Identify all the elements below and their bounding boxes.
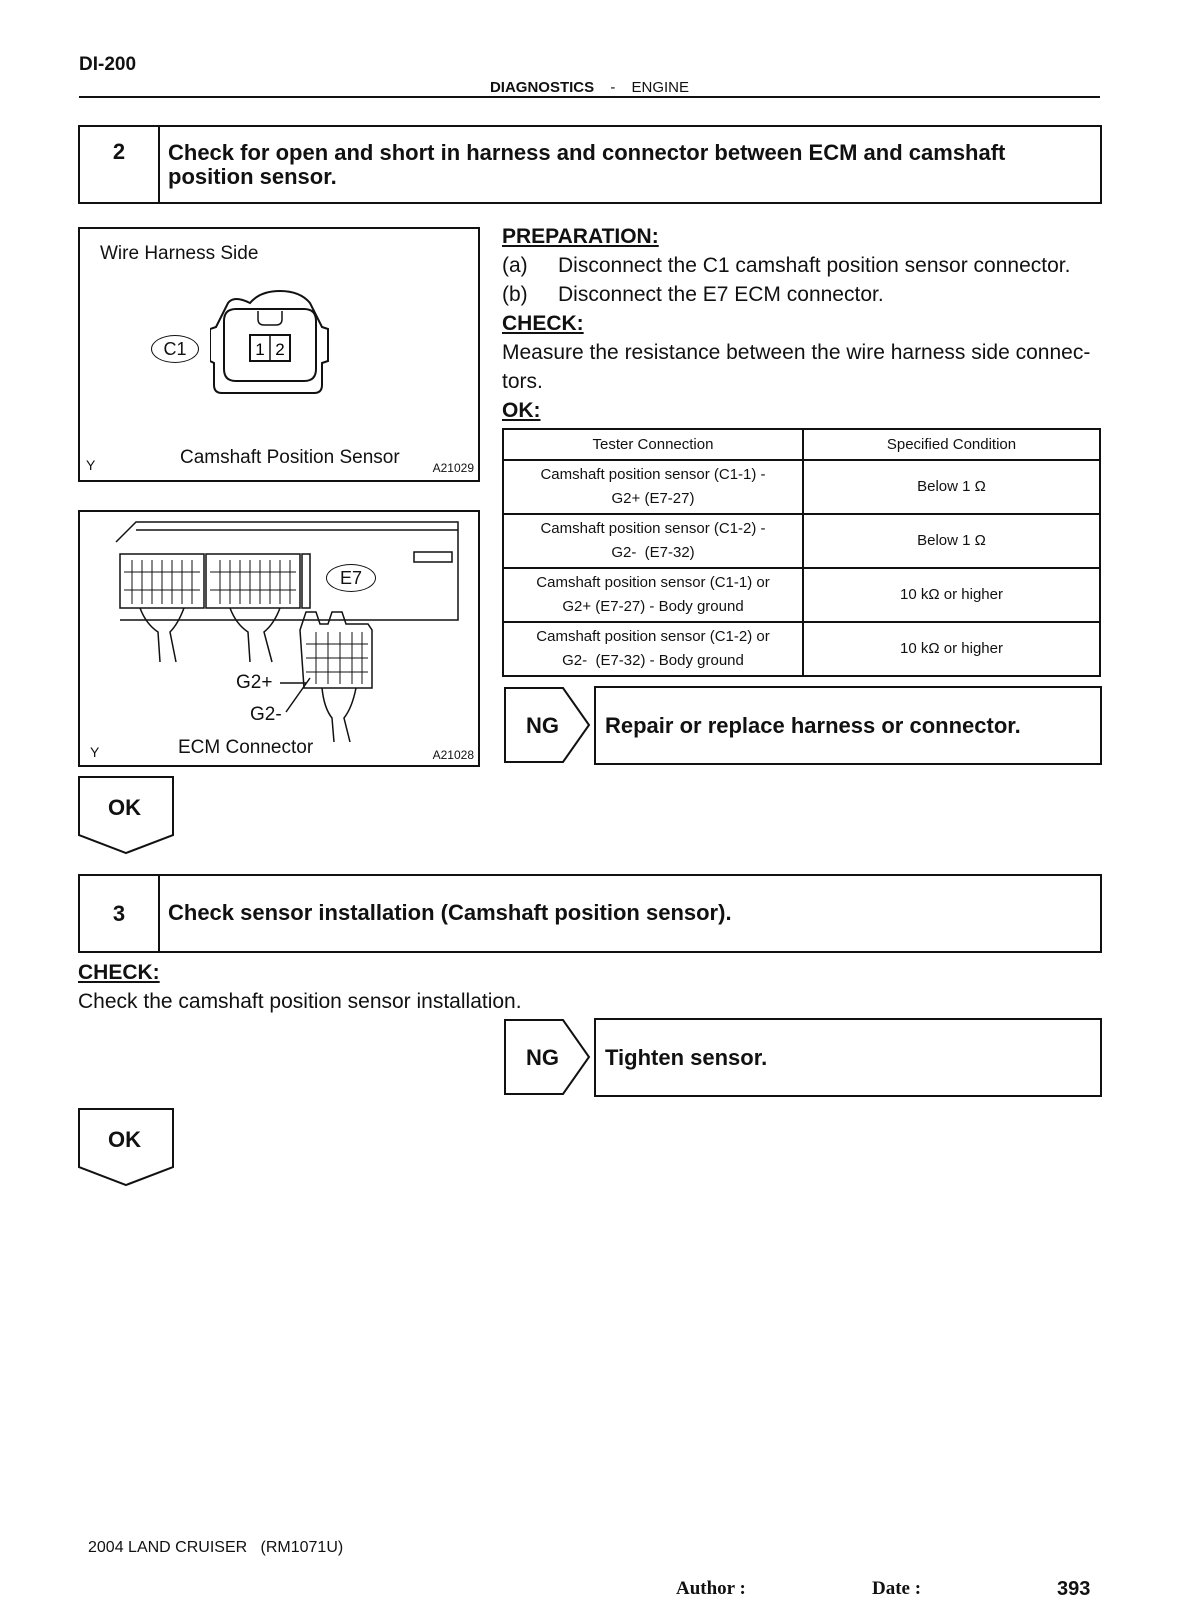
figure-ecm-connector	[78, 510, 480, 767]
table-cell-connection	[503, 460, 803, 514]
step-3-instructions	[78, 958, 778, 1016]
step-2-ng-action-box	[594, 686, 1102, 765]
connection-line: Camshaft position sensor (C1-2) -	[540, 520, 766, 537]
check-text-line-2: tors.	[502, 370, 543, 393]
step-2-box	[78, 125, 1102, 204]
preparation-item	[502, 251, 1102, 280]
figure-2-code: A21028	[432, 748, 474, 762]
step-2-title: Check for open and short in harness and connector between ECM and camshaft position sensor.	[168, 140, 1006, 189]
table-cell-connection	[503, 514, 803, 568]
page-code: DI-200	[79, 54, 137, 75]
figure-2-mark: Y	[90, 744, 100, 760]
table-row	[503, 514, 1100, 568]
table-header-condition: Specified Condition	[803, 429, 1100, 460]
connection-line: Camshaft position sensor (C1-1) -	[540, 466, 766, 483]
figure-1-caption: Camshaft Position Sensor	[180, 447, 400, 468]
figure-1-code: A21029	[432, 461, 474, 475]
table-cell-condition: Below 1 Ω	[803, 460, 1100, 514]
connection-line: G2+ (E7-27)	[611, 490, 695, 507]
table-row	[503, 622, 1100, 676]
step-3-ng-label: NG	[526, 1045, 559, 1070]
figure-1-title: Wire Harness Side	[100, 243, 259, 264]
table-cell-connection	[503, 568, 803, 622]
connection-line: Camshaft position sensor (C1-1) or	[536, 574, 770, 591]
table-header-row	[503, 429, 1100, 460]
step-3-number: 3	[80, 876, 160, 951]
footer-page-number: 393	[1057, 1578, 1091, 1600]
connection-line: G2+ (E7-27) - Body ground	[562, 598, 744, 615]
preparation-item-label: (b)	[502, 283, 528, 306]
step-3-ng-action: Tighten sensor.	[605, 1045, 768, 1070]
e7-label-text: E7	[339, 568, 363, 588]
figure-2-caption: ECM Connector	[178, 737, 314, 758]
step-3-check-text: Check the camshaft position sensor installation.	[78, 990, 522, 1013]
footer-model: 2004 LAND CRUISER (RM1071U)	[88, 1539, 344, 1556]
check-text-line-1: Measure the resistance between the wire harness side connec-	[502, 341, 1091, 364]
table-cell-condition: 10 kΩ or higher	[803, 622, 1100, 676]
table-cell-condition: Below 1 Ω	[803, 514, 1100, 568]
figure-1-mark: Y	[86, 457, 96, 473]
g2-minus-label: G2-	[250, 704, 282, 725]
step-2-ng-action: Repair or replace harness or connector.	[605, 713, 1021, 738]
preparation-item-label: (a)	[502, 254, 528, 277]
step-2-instructions	[502, 222, 1102, 425]
footer-author-label: Author :	[676, 1578, 746, 1599]
ok-heading: OK:	[502, 399, 541, 422]
figure-sensor-connector	[78, 227, 480, 482]
preparation-item-text: Disconnect the C1 camshaft position sensor connector.	[558, 254, 1071, 277]
table-cell-connection	[503, 622, 803, 676]
step-2-ng-label: NG	[526, 713, 559, 738]
table-header-connection: Tester Connection	[503, 429, 803, 460]
ecm-connector-drawing	[80, 512, 478, 765]
pin-1-label: 1	[255, 340, 265, 359]
c1-label	[151, 335, 199, 363]
step-2-number: 2	[80, 127, 160, 202]
step-3-ok-label: OK	[108, 1127, 141, 1152]
check-heading: CHECK:	[502, 312, 584, 335]
e7-label	[326, 564, 376, 592]
connection-line: G2- (E7-32)	[611, 544, 695, 561]
connection-line: G2- (E7-32) - Body ground	[562, 652, 744, 669]
pin-2-label: 2	[275, 340, 285, 359]
preparation-heading: PREPARATION:	[502, 225, 659, 248]
table-cell-condition: 10 kΩ or higher	[803, 568, 1100, 622]
table-row	[503, 568, 1100, 622]
page-section-title	[0, 79, 1179, 96]
section-name: DIAGNOSTICS	[489, 79, 595, 96]
subsection-name: ENGINE	[631, 79, 690, 96]
footer-date-label: Date :	[872, 1578, 922, 1599]
header-rule	[79, 96, 1100, 98]
step-3-ng-action-box	[594, 1018, 1102, 1097]
step-3-title: Check sensor installation (Camshaft position sensor).	[168, 900, 732, 925]
g2-plus-label: G2+	[236, 672, 273, 693]
preparation-item	[502, 280, 1102, 309]
sensor-connector-drawing	[210, 289, 350, 409]
step-3-box	[78, 874, 1102, 953]
connection-line: Camshaft position sensor (C1-2) or	[536, 628, 770, 645]
step-2-ok-label: OK	[108, 795, 141, 820]
step-3-check-heading: CHECK:	[78, 961, 160, 984]
c1-label-text: C1	[163, 339, 187, 359]
preparation-item-text: Disconnect the E7 ECM connector.	[558, 283, 884, 306]
table-row	[503, 460, 1100, 514]
resistance-spec-table	[502, 428, 1101, 677]
section-separator: -	[610, 79, 616, 96]
